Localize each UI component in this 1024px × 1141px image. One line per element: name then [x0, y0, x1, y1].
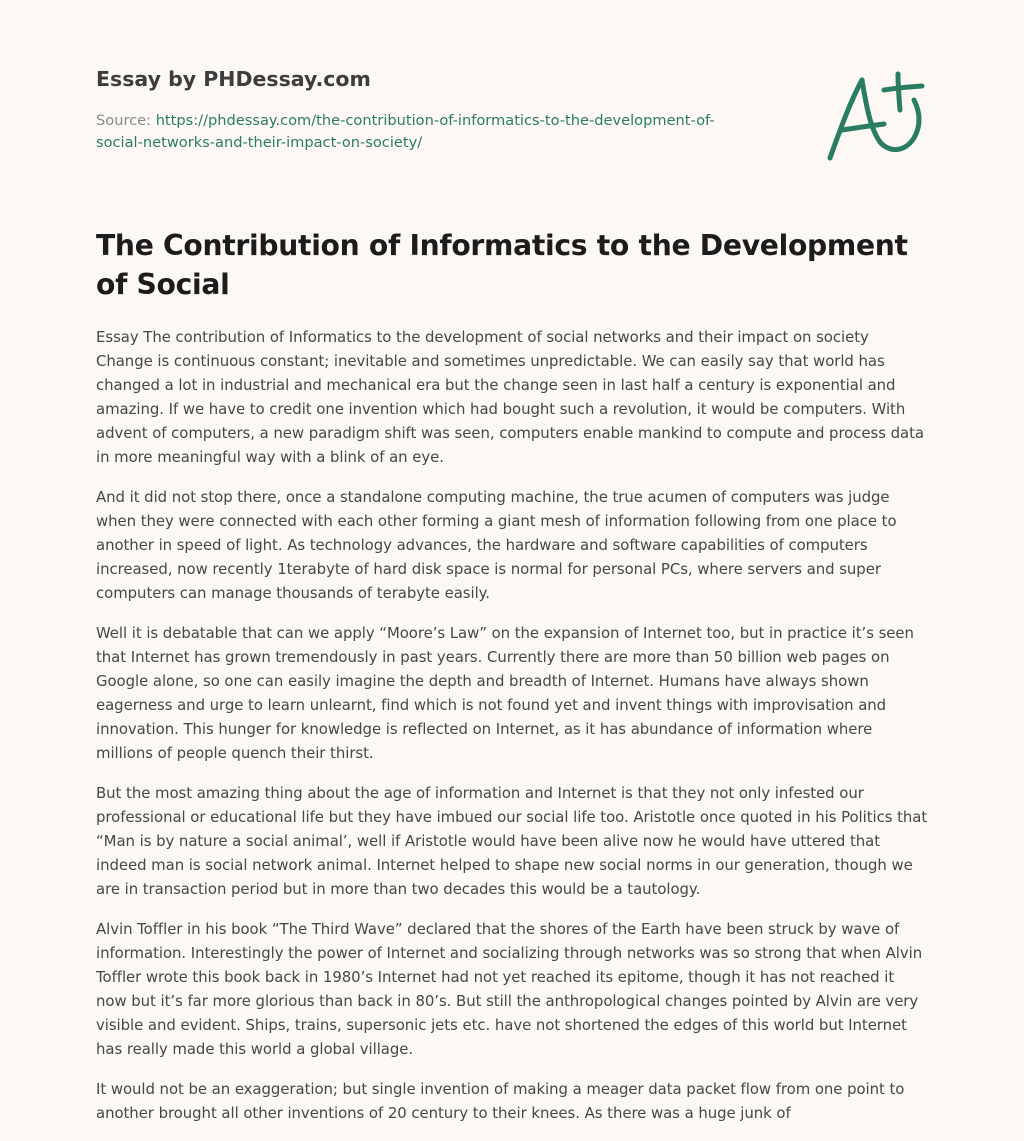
essay-paragraph: But the most amazing thing about the age of information and Internet is that they not only infested our professional or educational life but they have imbued our social life too. Aristotle once quoted in his Politics that “Man is by nature a social animal’, well if Aristotle would have been alive now he would have uttered that indeed man is social network animal. Internet helped to shape new social norms in our generation, though we are in transaction period but in more than two decades this would be a tautology.	[96, 784, 928, 898]
source-link-line-2[interactable]: social-networks-and-their-impact-on-society/	[96, 134, 423, 151]
essay-title: The Contribution of Informatics to the Development of Social	[96, 229, 908, 301]
a-plus-logo-icon	[818, 68, 930, 164]
essay-paragraph: It would not be an exaggeration; but single invention of making a meager data packet flow from one point to another brought all other inventions of 20 century to their knees. As there was a huge junk of	[96, 1080, 905, 1122]
source-line	[96, 110, 796, 154]
source-label: Source:	[96, 112, 156, 129]
site-header	[96, 66, 796, 154]
essay-paragraph: Well it is debatable that can we apply “Moore’s Law” on the expansion of Internet too, but in practice it’s seen that Internet has grown tremendously in past years. Currently there are more than 50 billion web pages on Google alone, so one can easily imagine the depth and breadth of Internet. Humans have always shown eagerness and urge to learn unlearnt, find which is not found yet and invent things with improvisation and innovation. This hunger for knowledge is reflected on Internet, as it has abundance of information where millions of people quench their thirst.	[96, 624, 914, 762]
essay-paragraph: Essay The contribution of Informatics to the development of social networks and their impact on society Change is continuous constant; inevitable and sometimes unpredictable. We can easily say that world has changed a lot in industrial and mechanical era but the change seen in last half a century is exponential and amazing. If we have to credit one invention which had bought such a revolution, it would be computers. With advent of computers, a new paradigm shift was seen, computers enable mankind to compute and process data in more meaningful way with a blink of an eye.	[96, 328, 924, 466]
source-link-line-1[interactable]: https://phdessay.com/the-contribution-of-informatics-to-the-development-of-	[155, 112, 715, 129]
essay-body	[96, 325, 929, 1141]
essay-paragraph: And it did not stop there, once a standalone computing machine, the true acumen of computers was judge when they were connected with each other forming a giant mesh of information following from one place to another in speed of light. As technology advances, the hardware and software capabilities of computers increased, now recently 1terabyte of hard disk space is normal for personal PCs, where servers and super computers can manage thousands of terabyte easily.	[96, 488, 897, 602]
brand-name: Essay by PHDessay.com	[96, 67, 371, 91]
source-link[interactable]	[96, 112, 715, 151]
essay-paragraph: Alvin Toffler in his book “The Third Wave” declared that the shores of the Earth have been struck by wave of information. Interestingly the power of Internet and socializing through networks was so strong that when Alvin Toffler wrote this book back in 1980’s Internet had not yet reached its epitome, though it has not reached it now but it’s far more glorious than back in 80’s. But still the anthropological changes pointed by Alvin are very visible and evident. Ships, trains, supersonic jets etc. have not shortened the edges of this world but Internet has really made this world a global village.	[96, 920, 923, 1058]
